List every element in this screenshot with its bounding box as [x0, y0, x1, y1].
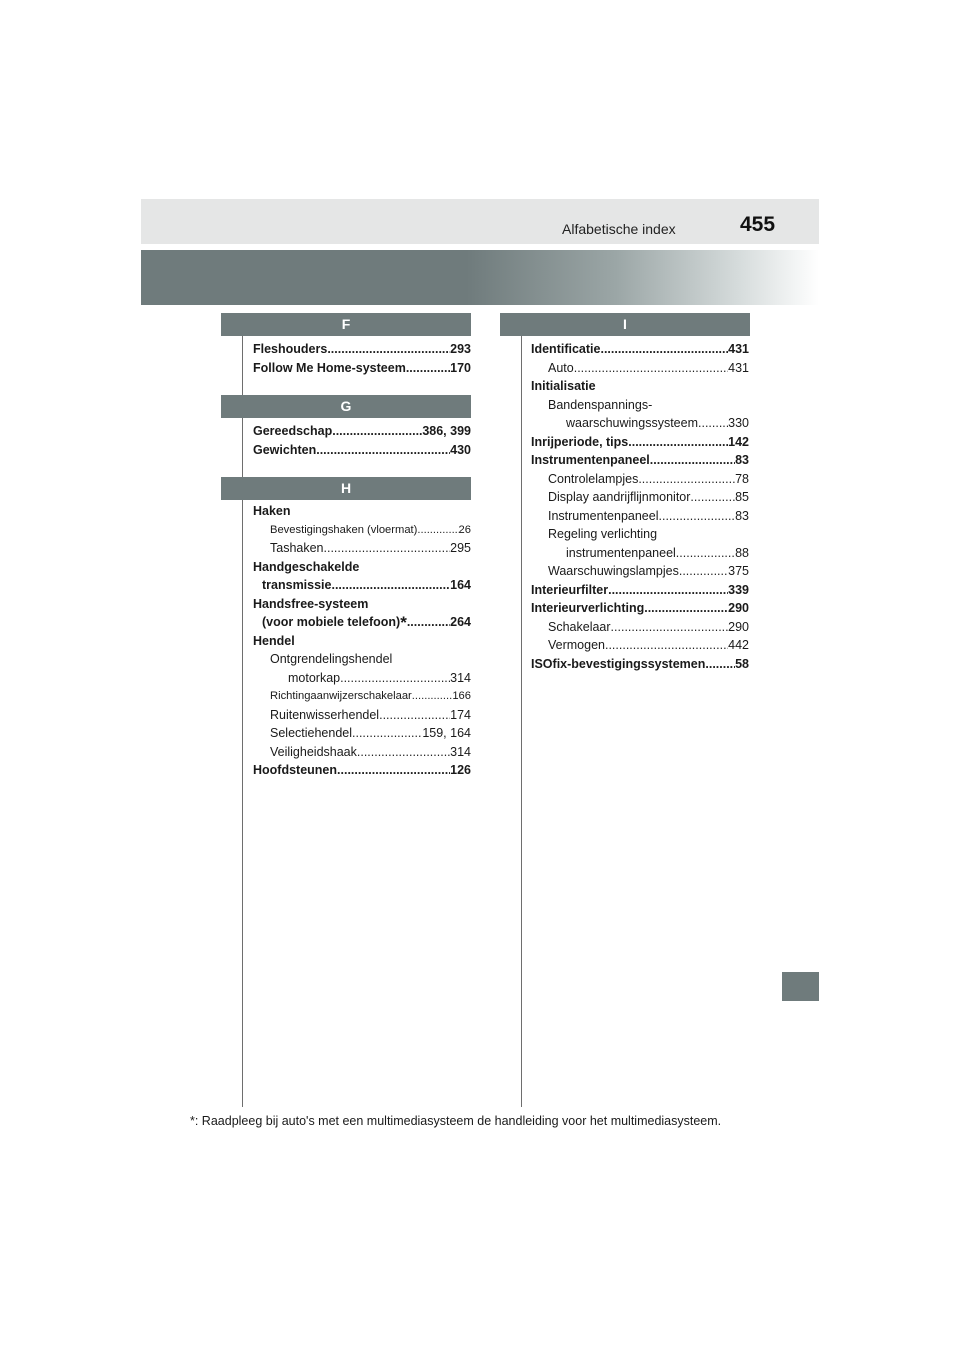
index-entry[interactable]: Auto ..... 431	[531, 359, 749, 378]
index-entry[interactable]: waarschuwingssysteem ..... 330	[531, 414, 749, 433]
page-number: 455	[740, 213, 776, 236]
index-entry[interactable]: Controlelampjes ..... 78	[531, 470, 749, 489]
index-entry[interactable]: (voor mobiele telefoon) * ..... 264	[253, 613, 471, 632]
page-title: Alfabetische index	[562, 221, 676, 237]
section-header-f: F	[221, 313, 471, 336]
index-entry[interactable]: Ruitenwisserhendel ..... 174	[253, 706, 471, 725]
index-entry[interactable]: ISOfix-bevestigingssystemen ..... 58	[531, 655, 749, 674]
section-header-h: H	[221, 477, 471, 500]
index-entry: Handsfree-systeem	[253, 596, 369, 611]
index-entry[interactable]: Veiligheidshaak ..... 314	[253, 743, 471, 762]
section-header-g: G	[221, 395, 471, 418]
index-entry[interactable]: instrumentenpaneel ..... 88	[531, 544, 749, 563]
index-entry[interactable]: Waarschuwingslampjes ..... 375	[531, 562, 749, 581]
index-entry: Handgeschakelde	[253, 559, 360, 574]
index-entry[interactable]: Identificatie ..... 431	[531, 340, 749, 359]
index-entry[interactable]: transmissie ..... 164	[253, 576, 471, 595]
index-entry[interactable]: Schakelaar ..... 290	[531, 618, 749, 637]
index-entry: Hendel	[253, 633, 295, 648]
index-entry[interactable]: Interieurverlichting ..... 290	[531, 599, 749, 618]
section-i-entries	[531, 340, 749, 673]
section-f-entries	[253, 340, 471, 377]
index-entry[interactable]: Vermogen ..... 442	[531, 636, 749, 655]
index-entry[interactable]: Tashaken ..... 295	[253, 539, 471, 558]
index-entry[interactable]: Follow Me Home-systeem ..... 170	[253, 359, 471, 378]
section-g-entries	[253, 422, 471, 459]
index-entry[interactable]: Fleshouders ..... 293	[253, 340, 471, 359]
index-entry[interactable]: Gewichten ..... 430	[253, 441, 471, 460]
index-entry: Haken	[253, 504, 291, 518]
index-entry[interactable]: Display aandrijflijnmonitor ..... 85	[531, 488, 749, 507]
index-entry[interactable]: Interieurfilter ..... 339	[531, 581, 749, 600]
index-entry[interactable]: Bevestigingshaken (vloermat) ..... 26	[253, 521, 471, 540]
index-entry: Bandenspannings-	[548, 397, 653, 412]
index-entry: Regeling verlichting	[548, 527, 658, 541]
index-entry: Ontgrendelingshendel	[270, 652, 393, 666]
index-entry[interactable]: Instrumentenpaneel ..... 83	[531, 507, 749, 526]
index-entry: Initialisatie	[531, 379, 596, 393]
index-entry[interactable]: Gereedschap ..... 386, 399	[253, 422, 471, 441]
footnote: *: Raadpleeg bij auto's met een multimediasysteem de handleiding voor het multimediasysteem.	[190, 1114, 722, 1128]
section-h-entries	[253, 502, 471, 780]
chapter-tab	[782, 972, 819, 1001]
index-entry[interactable]: Richtingaanwijzerschakelaar ..... 166	[253, 687, 471, 706]
column-divider-left	[242, 334, 243, 1107]
index-entry[interactable]: Selectiehendel ..... 159, 164	[253, 724, 471, 743]
decorative-band	[141, 250, 819, 305]
index-entry[interactable]: Inrijperiode, tips ..... 142	[531, 433, 749, 452]
index-entry[interactable]: Instrumentenpaneel ..... 83	[531, 451, 749, 470]
section-header-i: I	[500, 313, 750, 336]
column-divider-right	[521, 334, 522, 1107]
index-entry[interactable]: motorkap ..... 314	[253, 669, 471, 688]
index-entry[interactable]: Hoofdsteunen ..... 126	[253, 761, 471, 780]
header-bar	[141, 199, 819, 244]
